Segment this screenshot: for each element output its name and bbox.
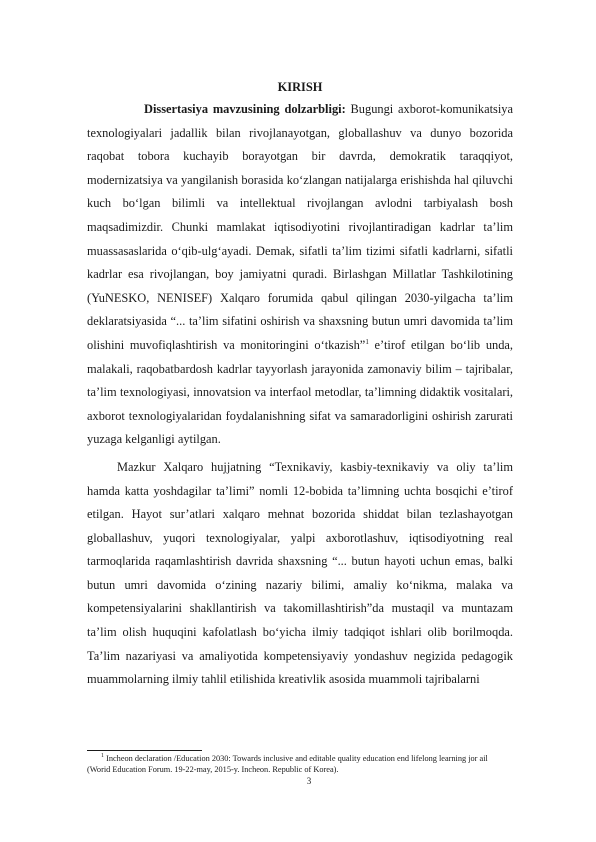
paragraph-declaration: Mazkur Xalqaro hujjatning “Texnikaviy, kasbiy-texnikaviy va oliy ta’lim hamda katta yoshdagilar ta’limi” nomli 12-bobida ta’limning uchta bosqichi e’tirof etilgan. Hayot sur’atlari xalqaro mehnat bozorida shiddat bilan tezlashayotgan globallashuv, yuqori texnologiyalar, yalpi axborotlashuv, iqtisodiyotning real tarmoqlarida raqamlashtirish davrida shaxsning “... butun hayoti uchun emas, balki butun umri davomida o‘zining nazariy bilimi, amaliy ko‘nikma, malaka va kompetensiyalarini shakllantirish va takomillashtirish”da mustaqil va muntazam ta’lim olish huquqini kafolatlash bo‘yicha ilmiy tadqiqot ishlari olib borilmoqda. Ta’lim nazariyasi va amaliyotida kompetensiyaviy yondashuv negizida pedagogik muammolarning ilmiy tahlil etilishida kreativlik asosida muammoli tajribalarni [87,459,513,687]
footnote-separator [87,750,202,751]
footnote-reference[interactable]: 1 [365,337,369,346]
footnote [87,753,513,775]
paragraph-text-a: Bugungi axborot-komunikatsiya texnologiyalari jadallik bilan rivojlanayotgan, globallashuv va dunyo bozorida raqobat tobora kuchayib borayotgan bir davrda, demokratik taraqqiyot, modernizatsiya va yangilanish borasida ko‘zlangan natijalarga erishishda hal qiluvchi kuch bo‘lgan bilimli va intellektual rivojlangan avlodni tarbiyalash bosh maqsadimizdir. Chunki mamlakat iqtisodiyotini rivojlantiradigan kadrlar ta’lim muassasaslarida o‘qib-ulg‘ayadi. Demak, sifatli ta’lim tizimi sifatli kadrlarni, sifatli kadrlar esa rivojlangan, boy jamiyatni quradi. Birlashgan Millatlar Tashkilotining (YuNESKO, NENISEF) Xalqaro forumida qabul qilingan 2030-yilgacha ta’lim deklaratsiyasida “... ta’lim sifatini oshirish va shaxsning butun umri davomida ta’lim olishini muvofiqlashtirish va monitoringini o‘tkazish” [87,102,513,352]
page-number: 3 [306,776,312,786]
footnote-mark: 1 [101,753,104,760]
page-body [87,78,513,692]
paragraph-lead: Dissertasiya mavzusining dolzarbligi: [144,102,346,116]
paragraph-relevance [87,98,513,452]
footnote-text: Incheon declaration /Education 2030: Towards inclusive and editable quality education end lifelong learning jor ail (Worid Education Forum. 19-22-may, 2015-y. Incheon. Republic of Korea). [87,754,488,774]
section-heading: KIRISH [277,80,323,94]
paragraph-text-b: e’tirof etilgan bo‘lib unda, malakali, raqobatbardosh kadrlar tayyorlash jarayonida zamonaviy bilim – tajribalar, ta’lim texnologiyasi, innovatsion va interfaol metodlar, ta’limning didaktik vositalari, axborot texnologiyalaridan foydalanishning sifat va samaradorligini oshirish zarurati yuzaga kelganligi aytilgan. [87,337,513,447]
